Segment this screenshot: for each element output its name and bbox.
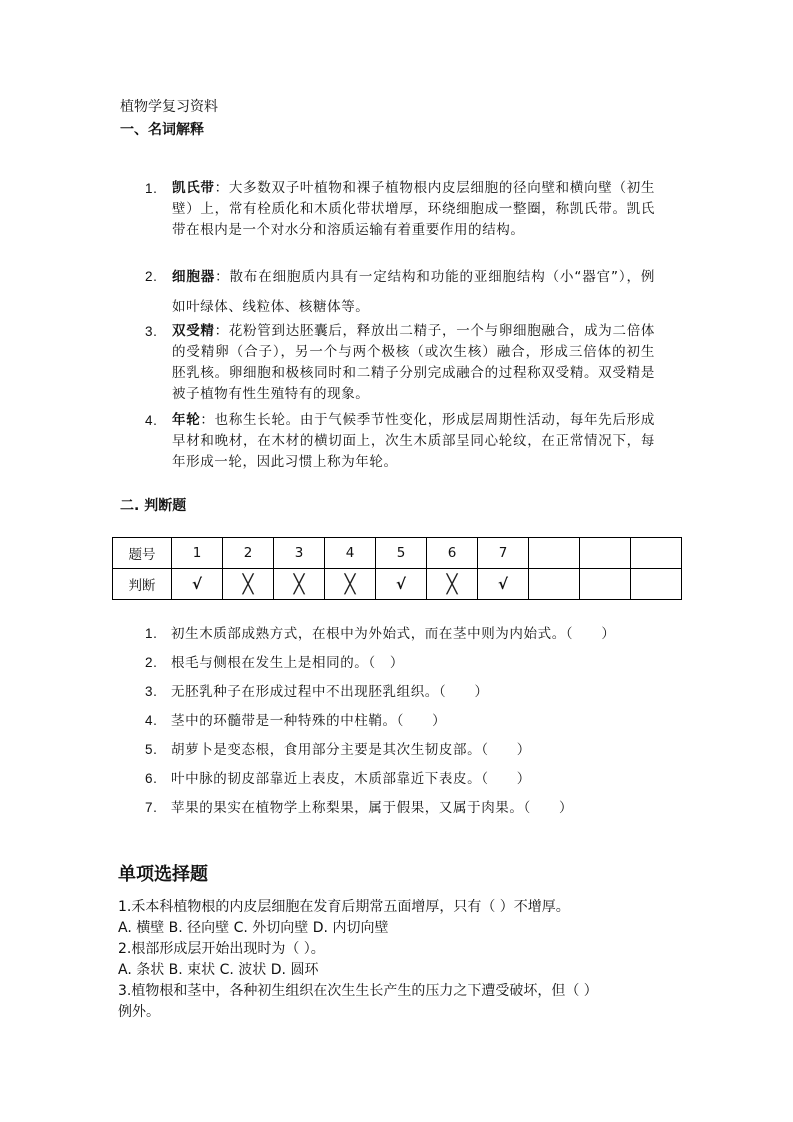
question-text: 根毛与侧根在发生上是相同的。（ ） bbox=[171, 655, 404, 671]
check-mark-icon: √ bbox=[497, 575, 508, 593]
table-row-numbers bbox=[113, 538, 682, 569]
term-name: 双受精 bbox=[172, 323, 215, 339]
definition-item bbox=[145, 410, 655, 473]
question-number-cell bbox=[631, 538, 682, 569]
answer-table bbox=[112, 537, 682, 600]
mc-question-line: 例外。 bbox=[118, 1004, 160, 1020]
question-number-cell: 2 bbox=[223, 538, 274, 569]
true-false-question bbox=[145, 767, 531, 787]
answer-cell bbox=[172, 569, 223, 600]
item-number: 2. bbox=[145, 269, 158, 284]
answer-cell bbox=[478, 569, 529, 600]
answer-cell bbox=[631, 569, 682, 600]
question-text: 茎中的环髓带是一种特殊的中柱鞘。（ ） bbox=[171, 713, 447, 729]
section-heading-definitions: 一、名词解释 bbox=[120, 122, 204, 138]
term-definition: 散布在细胞质内具有一定结构和功能的亚细胞结构（小“器官”），例如叶绿体、线粒体、核糖体等。 bbox=[172, 269, 655, 315]
question-number-cell: 1 bbox=[172, 538, 223, 569]
item-number: 1. bbox=[145, 626, 158, 641]
table-row-answers bbox=[113, 569, 682, 600]
cross-mark-icon: ╳ bbox=[242, 573, 254, 595]
definition-item bbox=[145, 178, 655, 241]
item-number: 4. bbox=[145, 713, 158, 728]
question-number-cell: 6 bbox=[427, 538, 478, 569]
question-number-cell bbox=[529, 538, 580, 569]
true-false-question bbox=[145, 738, 531, 758]
answer-cell bbox=[427, 569, 478, 600]
question-number-cell bbox=[580, 538, 631, 569]
item-number: 6. bbox=[145, 771, 158, 786]
term-name: 凯氏带 bbox=[172, 180, 215, 196]
question-text: 叶中脉的韧皮部靠近上表皮，木质部靠近下表皮。（ ） bbox=[171, 771, 531, 787]
answer-cell bbox=[274, 569, 325, 600]
mc-question-line: 1.禾本科植物根的内皮层细胞在发育后期常五面增厚，只有（ ）不增厚。 bbox=[118, 899, 570, 915]
question-text: 初生木质部成熟方式，在根中为外始式，而在茎中则为内始式。（ ） bbox=[171, 626, 616, 642]
answer-cell bbox=[223, 569, 274, 600]
item-number: 5. bbox=[145, 742, 158, 757]
answer-cell bbox=[376, 569, 427, 600]
mc-options-line: A. 条状 B. 束状 C. 波状 D. 圆环 bbox=[118, 962, 319, 978]
term-separator: ： bbox=[215, 269, 230, 285]
true-false-question bbox=[145, 651, 404, 671]
question-number-cell: 5 bbox=[376, 538, 427, 569]
term-separator: ： bbox=[200, 412, 215, 428]
question-text: 无胚乳种子在形成过程中不出现胚乳组织。（ ） bbox=[171, 684, 489, 700]
item-number: 3. bbox=[145, 324, 158, 339]
item-number: 7. bbox=[145, 800, 158, 815]
mc-question-line: 3.植物根和茎中，各种初生组织在次生生长产生的压力之下遭受破坏，但（ ） bbox=[118, 983, 598, 999]
answer-cell bbox=[325, 569, 376, 600]
definition-item bbox=[145, 262, 655, 322]
answer-cell bbox=[529, 569, 580, 600]
table-row-label: 判断 bbox=[113, 569, 172, 600]
term-name: 年轮 bbox=[172, 412, 201, 428]
item-number: 2. bbox=[145, 655, 158, 670]
cross-mark-icon: ╳ bbox=[446, 573, 458, 595]
true-false-question bbox=[145, 709, 446, 729]
question-number-cell: 7 bbox=[478, 538, 529, 569]
item-number: 4. bbox=[145, 413, 158, 428]
section-heading-true-false: 二. 判断题 bbox=[120, 498, 187, 514]
question-text: 胡萝卜是变态根，食用部分主要是其次生韧皮部。（ ） bbox=[171, 742, 531, 758]
check-mark-icon: √ bbox=[395, 575, 406, 593]
term-definition: 花粉管到达胚囊后，释放出二精子，一个与卵细胞融合，成为二倍体的受精卵（合子），另一个与两个极核（或次生核）融合，形成三倍体的初生胚乳核。卵细胞和极核同时和二精子分别完成融合的过程称双受精。双受精是被子植物有性生殖特有的现象。 bbox=[172, 323, 656, 402]
true-false-question bbox=[145, 796, 573, 816]
answer-cell bbox=[580, 569, 631, 600]
term-separator: ： bbox=[214, 323, 229, 339]
question-number-cell: 3 bbox=[274, 538, 325, 569]
mc-question-line: 2.根部形成层开始出现时为（ ）。 bbox=[118, 941, 325, 957]
cross-mark-icon: ╳ bbox=[344, 573, 356, 595]
table-row-label: 题号 bbox=[113, 538, 172, 569]
document-title: 植物学复习资料 bbox=[120, 99, 218, 115]
question-text: 苹果的果实在植物学上称梨果，属于假果，又属于肉果。（ ） bbox=[171, 800, 574, 816]
section-heading-multiple-choice: 单项选择题 bbox=[118, 864, 208, 885]
item-number: 1. bbox=[145, 181, 158, 196]
true-false-question bbox=[145, 680, 489, 700]
term-name: 细胞器 bbox=[172, 269, 216, 285]
term-separator: ： bbox=[214, 180, 229, 196]
term-definition: 也称生长轮。由于气候季节性变化，形成层周期性活动，每年先后形成早材和晚材，在木材的横切面上，次生木质部呈同心轮纹，在正常情况下，每年形成一轮，因此习惯上称为年轮。 bbox=[172, 412, 655, 470]
mc-options-line: A. 横壁 B. 径向壁 C. 外切向壁 D. 内切向壁 bbox=[118, 920, 389, 936]
true-false-question bbox=[145, 622, 615, 642]
item-number: 3. bbox=[145, 684, 158, 699]
question-number-cell: 4 bbox=[325, 538, 376, 569]
definition-item bbox=[145, 321, 655, 405]
check-mark-icon: √ bbox=[191, 575, 202, 593]
cross-mark-icon: ╳ bbox=[293, 573, 305, 595]
term-definition: 大多数双子叶植物和裸子植物根内皮层细胞的径向壁和横向壁（初生壁）上，常有栓质化和木质化带状增厚，环绕细胞成一整圈，称凯氏带。凯氏带在根内是一个对水分和溶质运输有着重要作用的结构。 bbox=[172, 180, 656, 238]
